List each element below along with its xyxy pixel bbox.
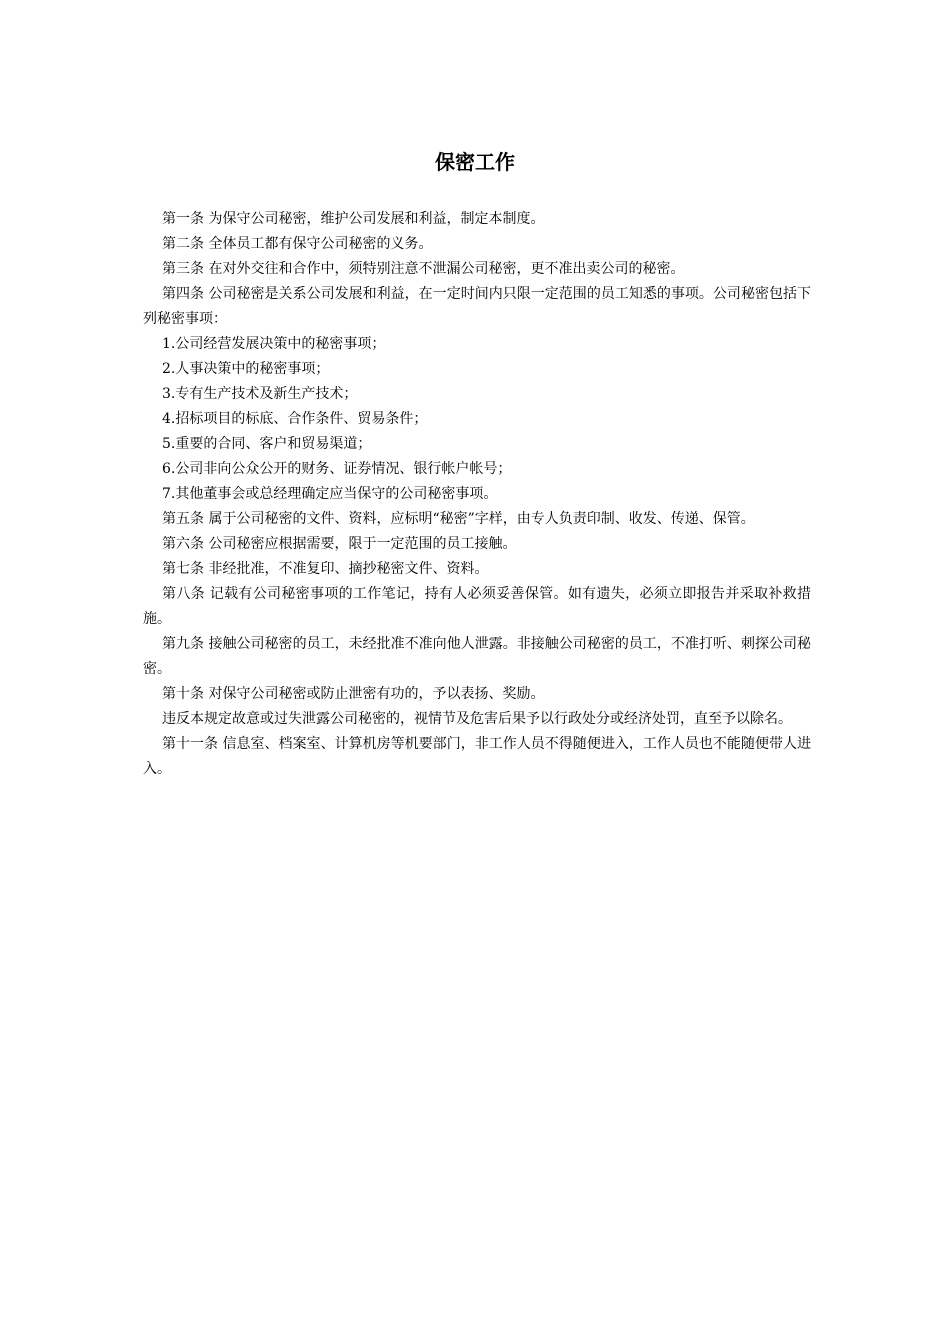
article-11: 第十一条 信息室、档案室、计算机房等机要部门，非工作人员不得随便进入，工作人员也不能随便带人进入。 <box>143 736 811 777</box>
list-item-3: 3.专有生产技术及新生产技术； <box>162 386 358 402</box>
article-8: 第八条 记载有公司秘密事项的工作笔记，持有人必须妥善保管。如有遗失，必须立即报告并采取补救措施。 <box>143 586 811 627</box>
document-body <box>143 207 811 782</box>
list-item-7: 7.其他董事会或总经理确定应当保守的公司秘密事项。 <box>162 486 498 502</box>
article-6: 第六条 公司秘密应根据需要，限于一定范围的员工接触。 <box>162 536 517 552</box>
violation-clause: 违反本规定故意或过失泄露公司秘密的，视情节及危害后果予以行政处分或经济处罚，直至予以除名。 <box>162 711 792 727</box>
list-item-5: 5.重要的合同、客户和贸易渠道； <box>162 436 372 452</box>
list-item-2: 2.人事决策中的秘密事项； <box>162 361 330 377</box>
article-5: 第五条 属于公司秘密的文件、资料，应标明“秘密”字样，由专人负责印制、收发、传递、保管。 <box>162 511 755 527</box>
article-7: 第七条 非经批准，不准复印、摘抄秘密文件、资料。 <box>162 561 489 577</box>
article-1: 第一条 为保守公司秘密，维护公司发展和利益，制定本制度。 <box>162 211 545 227</box>
list-item-4: 4.招标项目的标底、合作条件、贸易条件； <box>162 411 428 427</box>
list-item-6: 6.公司非向公众公开的财务、证券情况、银行帐户帐号； <box>162 461 512 477</box>
article-9: 第九条 接触公司秘密的员工，未经批准不准向他人泄露。非接触公司秘密的员工，不准打听、刺探公司秘密。 <box>143 636 811 677</box>
article-4: 第四条 公司秘密是关系公司发展和利益，在一定时间内只限一定范围的员工知悉的事项。公司秘密包括下列秘密事项： <box>143 286 811 327</box>
document-title: 保密工作 <box>435 150 515 174</box>
list-item-1: 1.公司经营发展决策中的秘密事项； <box>162 336 386 352</box>
article-10: 第十条 对保守公司秘密或防止泄密有功的，予以表扬、奖励。 <box>162 686 545 702</box>
article-3: 第三条 在对外交往和合作中，须特别注意不泄漏公司秘密，更不准出卖公司的秘密。 <box>162 261 685 277</box>
article-2: 第二条 全体员工都有保守公司秘密的义务。 <box>162 236 433 252</box>
